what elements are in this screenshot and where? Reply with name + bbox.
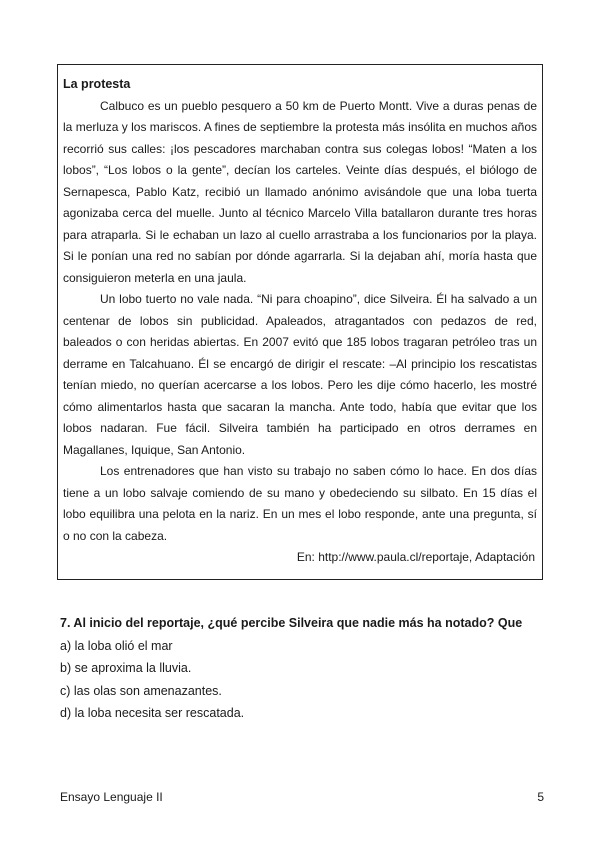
question-7: [60, 612, 550, 725]
passage-paragraph-3: Los entrenadores que han visto su trabajo no saben cómo lo hace. En dos días tiene a un lobo salvaje comiendo de su mano y obedeciendo su silbato. En 15 días el lobo equilibra una pelota en la nariz. En un mes el lobo responde, ante una pregunta, sí o no con la cabeza.: [63, 464, 537, 543]
option-b: b) se aproxima la lluvia.: [60, 661, 192, 675]
reading-passage-box: [57, 64, 543, 580]
option-a: a) la loba olió el mar: [60, 638, 173, 653]
passage-title: La protesta: [63, 77, 131, 91]
question-text: 7. Al inicio del reportaje, ¿qué percibe Silveira que nadie más ha notado? Que: [60, 616, 523, 630]
passage-paragraph-2: Un lobo tuerto no vale nada. “Ni para choapino”, dice Silveira. Él ha salvado a un centenar de lobos sin publicidad. Apaleados, atragantados con pedazos de red, baleados o con heridas abiertas. En 2007 evitó que 185 lobos tragaran petróleo tras un derrame en Talcahuano. Él se encargó de dirigir el rescate: –Al principio los rescatistas tenían miedo, no querían acercarse a los lobos. Pero les dije cómo hacerlo, les mostré cómo alimentarlos hasta que sacaran la mancha. Ante todo, había que evitar que los lobos nadaran. Fue fácil. Silveira también ha participado en otros derrames en Magallanes, Iquique, San Antonio.: [63, 292, 537, 457]
passage-source: En: http://www.paula.cl/reportaje, Adaptación: [296, 550, 535, 564]
option-d: d) la loba necesita ser rescatada.: [60, 706, 245, 720]
passage-paragraph-1: Calbuco es un pueblo pesquero a 50 km de Puerto Montt. Vive a duras penas de la merluza y los mariscos. A fines de septiembre la protesta más insólita en muchos años recorrió sus calles: ¡los pescadores marchaban contra sus colegas lobos! “Maten a los lobos”, “Los lobos o la gente”, decían los carteles. Veinte días después, el biólogo de Sernapesca, Pablo Katz, recibió un llamado anónimo avisándole que una loba tuerta agonizaba cerca del muelle. Junto al técnico Marcelo Villa batallaron durante tres horas para atraparla. Si le echaban un lazo al cuello arrastraba a los funcionarios por la playa. Si le ponían una red no sabían por dónde agarrarla. Si la dejaban ahí, moría hasta que consiguieron meterla en una jaula.: [63, 98, 537, 285]
footer-page-number: 5: [537, 790, 544, 804]
footer-document-title: Ensayo Lenguaje II: [60, 790, 163, 804]
option-c: c) las olas son amenazantes.: [60, 683, 222, 698]
